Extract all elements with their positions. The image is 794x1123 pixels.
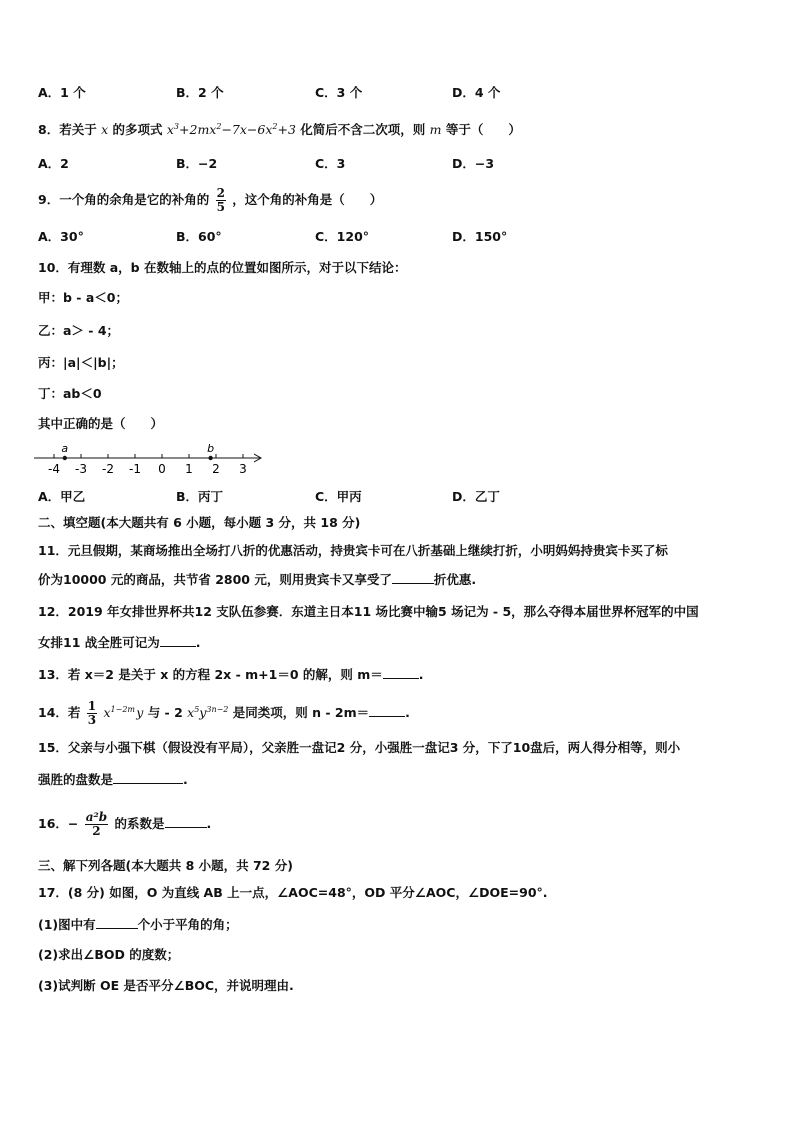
q8-options — [38, 155, 598, 173]
q10-statement-jia: 甲：b - a＜0； — [38, 290, 128, 305]
section-2-heading: 二、填空题(本大题共有 6 小题，每小题 3 分，共 18 分) — [38, 515, 361, 530]
number-line-tick-label: 2 — [212, 462, 220, 476]
point-b-label: b — [207, 442, 215, 455]
q17-part3: (3)试判断 OE 是否平分∠BOC，并说明理由. — [38, 978, 294, 993]
q10-option-d[interactable]: D．乙丁 — [452, 489, 500, 504]
q8-option-a[interactable]: A．2 — [38, 156, 69, 171]
q16-fraction: $\frac{\text{a²b}}{2}$ — [85, 810, 108, 838]
q13-answer-blank[interactable] — [383, 666, 419, 679]
number-line-tick-label: -4 — [48, 462, 60, 476]
q12-answer-blank[interactable] — [160, 634, 196, 647]
q11-line2: 价为10000 元的商品，共节省 2800 元，则用贵宾卡又享受了 折优惠. — [38, 572, 477, 587]
point-a — [63, 456, 67, 460]
q8-option-c[interactable]: C．3 — [315, 156, 346, 171]
q16-answer-blank[interactable] — [165, 815, 207, 828]
number-line-tick-label: 0 — [158, 462, 166, 476]
q16-stem: 16．− $\frac{\text{a²b}}{2}$ 的系数是 . — [38, 810, 212, 838]
q7-option-d[interactable]: D．4 个 — [452, 85, 501, 100]
q11-answer-blank[interactable] — [392, 571, 434, 584]
q8-option-d[interactable]: D．−3 — [452, 156, 495, 171]
q13-stem: 13．若 x＝2 是关于 x 的方程 2x - m+1＝0 的解，则 m＝ . — [38, 667, 424, 682]
q7-options — [38, 84, 598, 102]
q17-part1: (1)图中有 个小于平角的角； — [38, 917, 238, 932]
number-line-tick-label: -1 — [129, 462, 141, 476]
q10-ask: 其中正确的是（ ） — [38, 416, 164, 431]
q7-option-b[interactable]: B．2 个 — [176, 85, 224, 100]
q10-option-a[interactable]: A．甲乙 — [38, 489, 86, 504]
q12-line1: 12．2019 年女排世界杯共12 支队伍参赛．东道主日本11 场比赛中输5 场记为 - 5，那么夺得本届世界杯冠军的中国 — [38, 604, 699, 619]
q8-polynomial: $x^3+2mx^2-7x-6x^2+3$ — [166, 122, 296, 138]
q10-options — [38, 488, 598, 506]
point-b — [208, 456, 212, 460]
q8-stem: 8．若关于 x 的多项式 $x^3+2mx^2-7x-6x^2+3$ 化简后不含二次项，则 m 等于（ ） — [38, 122, 521, 138]
q17-stem: 17．(8 分) 如图，O 为直线 AB 上一点，∠AOC=48°，OD 平分∠AOC，∠DOE=90°. — [38, 885, 548, 900]
number-line — [34, 440, 274, 480]
q10-option-b[interactable]: B．丙丁 — [176, 489, 224, 504]
q7-option-a[interactable]: A．1 个 — [38, 85, 86, 100]
section-3-heading: 三、解下列各题(本大题共 8 小题，共 72 分) — [38, 858, 293, 873]
number-line-tick-label: 1 — [185, 462, 193, 476]
point-a-label: a — [61, 442, 69, 455]
q9-option-d[interactable]: D．150° — [452, 229, 508, 244]
q10-statement-ding: 丁：ab＜0 — [38, 386, 102, 401]
q10-statement-bing: 丙：|a|＜|b|； — [38, 355, 124, 370]
q9-fraction: $\frac{2}{5}$ — [216, 186, 225, 214]
q17-part1-answer-blank[interactable] — [96, 916, 138, 929]
q8-option-b[interactable]: B．−2 — [176, 156, 218, 171]
number-line-tick-label: -2 — [102, 462, 114, 476]
q15-answer-blank[interactable] — [113, 771, 183, 784]
q14-stem: 14．若 $\frac{1}{3}$ $x^{1-2m}$ y 与 - 2 $x^5y^{3n-2}$ 是同类项，则 n - 2m＝ . — [38, 699, 410, 728]
q9-option-a[interactable]: A．30° — [38, 229, 84, 244]
q12-line2: 女排11 战全胜可记为 . — [38, 635, 201, 650]
number-line-tick-label: -3 — [75, 462, 87, 476]
q7-option-c[interactable]: C．3 个 — [315, 85, 363, 100]
q15-line1: 15．父亲与小强下棋（假设没有平局），父亲胜一盘记2 分，小强胜一盘记3 分，下了10盘后，两人得分相等，则小 — [38, 740, 681, 755]
q9-stem: 9．一个角的余角是它的补角的 $\frac{2}{5}$ ，这个角的补角是（ ） — [38, 186, 383, 214]
q14-answer-blank[interactable] — [369, 704, 405, 717]
q9-option-c[interactable]: C．120° — [315, 229, 370, 244]
q10-option-c[interactable]: C．甲丙 — [315, 489, 362, 504]
q10-stem: 10．有理数 a，b 在数轴上的点的位置如图所示，对于以下结论： — [38, 260, 407, 275]
q17-part2: (2)求出∠BOD 的度数； — [38, 947, 180, 962]
number-line-tick-label: 3 — [239, 462, 247, 476]
q9-option-b[interactable]: B．60° — [176, 229, 222, 244]
q15-line2: 强胜的盘数是 . — [38, 772, 188, 787]
q10-statement-yi: 乙：a＞ - 4； — [38, 323, 120, 338]
q14-fraction: $\frac{1}{3}$ — [87, 699, 97, 728]
q9-options — [38, 228, 598, 246]
q11-line1: 11．元旦假期，某商场推出全场打八折的优惠活动，持贵宾卡可在八折基础上继续打折，小明妈妈持贵宾卡买了标 — [38, 543, 668, 558]
